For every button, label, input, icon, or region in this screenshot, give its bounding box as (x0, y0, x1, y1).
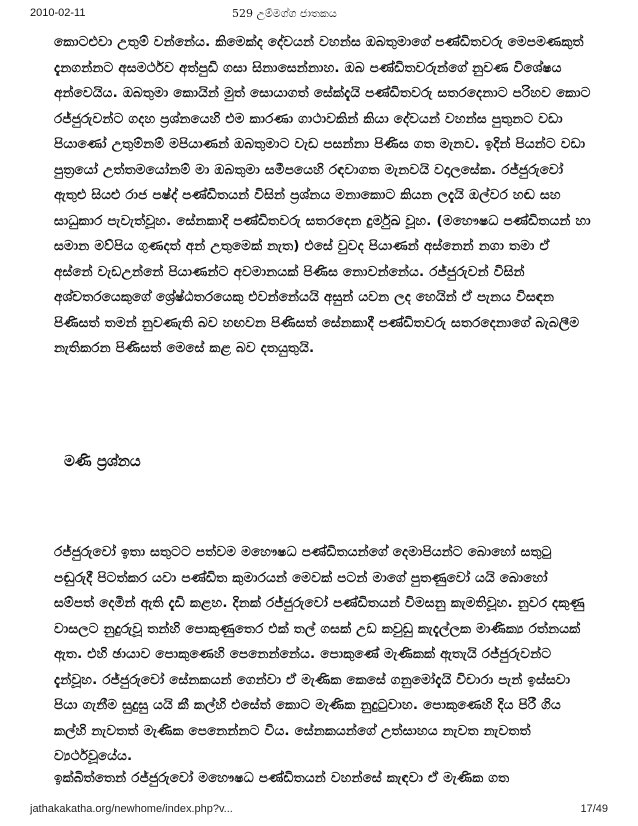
header-title: 529 උම්මග්ග ජාතකය (232, 7, 337, 20)
footer-page-number: 17/49 (580, 803, 608, 815)
paragraph-3 (54, 766, 592, 792)
section-heading: මණි ප්‍රශ්නය (64, 452, 141, 470)
footer-url[interactable]: jathakakatha.org/newhome/index.php?v... (30, 803, 233, 815)
paragraph-2 (54, 540, 592, 770)
paragraph-3-text: ඉක්බිත්තෙන් රජ්ජුරුවෝ මහෞෂධ පණ්ඩිතයන් වහන්සේ කැඳවා ඒ මැණික ගත (54, 770, 510, 786)
header-date: 2010-02-11 (30, 7, 86, 19)
paragraph-1-text: කොටළුවා උතුම් වන්නේය. කිමෙක්ද දේවයන් වහන්ස ඔබතුමාගේ පණ්ඩිතවරු මෙපමණකුත් දැනගන්නට අසමර්ථව අත්පුඩි ගසා සිනාසෙන්නාහ. ඔබ පණ්ඩිතවරුන්ගේ නුවණ විශේෂය අන්වෙයිය. ඔබතුමා කොයින් මුත් සොයාගත් සේක්දැයි පණ්ඩිතවරු සතරදෙනාට පරිහව කොට රජ්ජුරුවන්ට ගදහ ප්‍රශ්නයෙහි එම කාරණා ගාථාවකින් කියා දේවයන් වහන්ස පුතුනට වඩා පියාණෝ උතුම්නම් මපියාණන් ඔබතුමාට වැඩ පසන්නා පිණිස ගත මැනව. ඉදින් පියන්ට වඩා පුත්‍රයෝ උත්තමයෝනම් මා ඔබතුමා සමීපයෙහි රඳවාගත මැනවයි වදාලසේක. රජ්ජුරුවෝ ඇතුළු සියළු රාජ පෂ්ද් පණ්ඩිතයන් විසින් ප්‍රශ්නය මනාකොට කියන ලදැයි ඔල්වර හඬ සහ සාධුකාර පැවැත්වූහ. සේනකාදි පණ්ඩිතවරු සතරදෙන දුර්මුඛ වූහ. (මහෞෂධ පණ්ඩිතයන් හා සමාන මව්පිය ගුණදත් අන් උතුමෙක් නැත) එසේ වුවද පියාණන් අස්නෙන් නගා තමා ඒ අස්නේ වැඩඋන්නේ පියාණන්ට අවමානයක් පිණිස නොවන්නේය. රජ්ජුරුවන් විසින් අශ්චතරයෙකුගේ ශ්‍රේෂ්ඨතරයෙකු එවන්නේයයි අසුන් යවන ලද හෙයින් ඒ පැනය විසඳන පිණිසත් තමන් නුවණැති බව හඟවන පිණිසත් සේනකාදී පණ්ඩිතවරු සතරදෙනාගේ බැබලීම නැතිකරන පිණිසත් මෙසේ කළ බව දතයුතුයි. (54, 34, 591, 356)
paragraph-1 (54, 30, 592, 362)
paragraph-2-text: රජ්ජුරුවෝ ඉතා සතුටට පත්වම මහෞෂධ පණ්ඩිතයන්ගේ දෙමාපියන්ට බොහෝ සතුටු පඬුරුදී පිටත්කර යවා පණ්ඩිත කුමාරයන් මෙවක් පටන් මාගේ පුතණුවෝ යයි බොහෝ සම්පත් දෙමින් ඇති දැඩි කළහ. දිනක් රජ්ජුරුවෝ පණ්ඩිතයන් විමසනු කැමතිවූහ. නුවර දකුණු වාසලට නුදුරුවූ තන්හි පොකුණුතෙර එක් තල් ගසක් උඩ කවුඩු කැදැල්ලක මාණික්‍ය රත්නයක් ඇත. එහි ඡායාව පොකුණෙහි පෙනෙන්නේය. පොකුණේ මැණිකක් ඇතැයි රජ්ජුරුවන්ට දැන්වූහ. රජ්ජුරුවෝ සේනකයන් ගෙන්වා ඒ මැණික කෙසේ ගනුමෝදැයි විචාරා පැන් ඉස්සවා පියා ගැනීම සුදුසු යයි කී කල්හි එසේත් කොට මැණික නුදුටුවාහ. පොකුණෙහි දිය පිරී ගිය කල්හි නැවතත් මැණික පෙනෙන්නට විය. සේනකයන්ගේ උත්සාහය නැවත නැවතත් ව්‍යර්ථවූයේය. (54, 544, 585, 764)
